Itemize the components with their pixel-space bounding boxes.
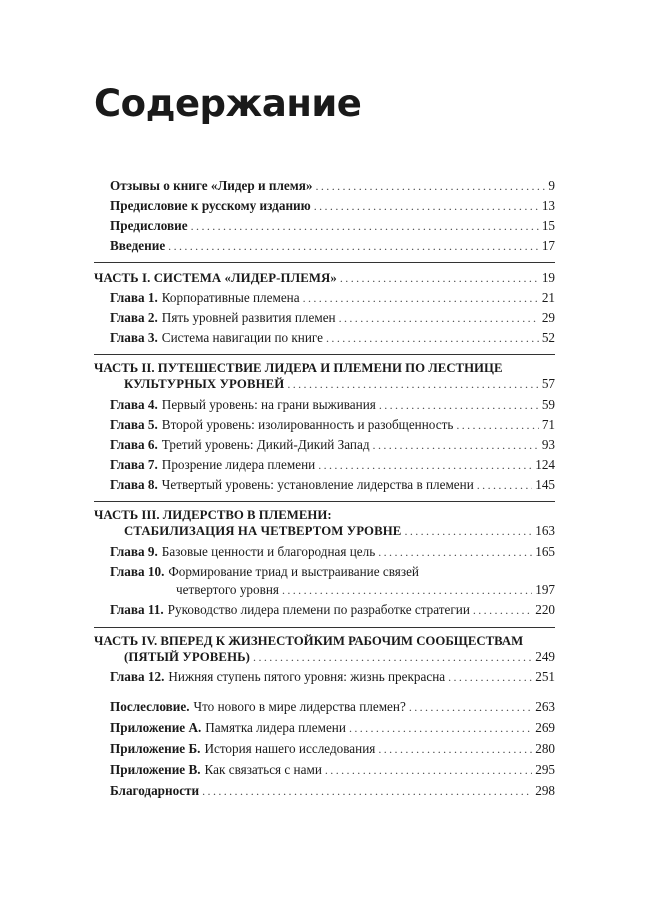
entry-text: Руководство лидера племени по разработке стратегии [167, 602, 470, 617]
entry-label: Глава 11. [110, 602, 164, 617]
page-number: 13 [541, 198, 555, 213]
leader-dots [373, 435, 539, 455]
toc-part[interactable] [124, 521, 555, 541]
entry-label: Приложение Б. [110, 741, 201, 756]
toc-entry[interactable] [110, 739, 555, 759]
toc-entry[interactable] [110, 600, 555, 620]
leader-dots [326, 328, 539, 348]
page-number: 249 [535, 649, 555, 664]
toc-entry[interactable] [110, 435, 555, 455]
leader-dots [282, 580, 532, 600]
page-number: 57 [541, 376, 555, 391]
leader-dots [378, 542, 532, 562]
entry-label: Отзывы о книге «Лидер и племя» [110, 178, 313, 193]
toc-entry-continuation[interactable] [176, 580, 555, 600]
page-number: 220 [535, 602, 555, 617]
entry-label: Благодарности [110, 783, 200, 798]
page-number: 93 [541, 437, 555, 452]
leader-dots [404, 521, 532, 541]
toc-entry[interactable] [110, 562, 419, 582]
entry-label: Приложение А. [110, 720, 202, 735]
leader-dots [473, 600, 532, 620]
leader-dots [339, 308, 539, 328]
entry-label: Приложение В. [110, 762, 201, 777]
entry-text: Пять уровней развития племен [161, 310, 336, 325]
entry-label: Предисловие [110, 218, 188, 233]
page-number: 295 [535, 762, 555, 777]
entry-text: Система навигации по книге [161, 330, 324, 345]
leader-dots [253, 647, 532, 667]
page-number: 19 [541, 270, 555, 285]
toc-entry[interactable] [110, 760, 555, 780]
toc-entry[interactable] [110, 176, 555, 196]
leader-dots [379, 395, 539, 415]
entry-label: Глава 4. [110, 397, 158, 412]
toc-entry[interactable] [110, 308, 555, 328]
page-number: 197 [535, 582, 555, 597]
leader-dots [325, 760, 532, 780]
toc-entry[interactable] [110, 415, 555, 435]
entry-label: Предисловие к русскому изданию [110, 198, 311, 213]
leader-dots [202, 781, 532, 801]
entry-text: Базовые ценности и благородная цель [161, 544, 376, 559]
entry-label: Глава 8. [110, 477, 158, 492]
page-number: 21 [541, 290, 555, 305]
entry-label: Глава 6. [110, 437, 158, 452]
toc-part[interactable] [124, 374, 555, 394]
leader-dots [378, 739, 532, 759]
part-title: ЧАСТЬ I. СИСТЕМА «ЛИДЕР-ПЛЕМЯ» [94, 271, 337, 285]
toc-entry[interactable] [110, 395, 555, 415]
page-number: 17 [541, 238, 555, 253]
leader-dots [287, 374, 538, 394]
leader-dots [168, 236, 539, 256]
toc-entry[interactable] [110, 718, 555, 738]
page-number: 251 [535, 669, 555, 684]
leader-dots [316, 176, 546, 196]
section-divider [94, 354, 555, 355]
page-number: 145 [535, 477, 555, 492]
toc-entry[interactable] [110, 667, 555, 687]
toc-entry[interactable] [110, 455, 555, 475]
entry-text: Нижняя ступень пятого уровня: жизнь прекрасна [168, 669, 446, 684]
page-number: 15 [541, 218, 555, 233]
entry-text: История нашего исследования [204, 741, 376, 756]
section-divider [94, 627, 555, 628]
page-number: 9 [548, 178, 555, 193]
page-number: 163 [535, 523, 555, 538]
page-number: 263 [535, 699, 555, 714]
toc-entry[interactable] [110, 216, 555, 236]
entry-text: Четвертый уровень: установление лидерства в племени [161, 477, 474, 492]
entry-text: Как связаться с нами [204, 762, 322, 777]
page-number: 71 [541, 417, 555, 432]
section-divider [94, 501, 555, 502]
page-number: 59 [541, 397, 555, 412]
entry-label: Глава 3. [110, 330, 158, 345]
entry-label: Введение [110, 238, 166, 253]
toc-entry[interactable] [110, 475, 555, 495]
entry-text: Прозрение лидера племени [161, 457, 316, 472]
page-number: 298 [535, 783, 555, 798]
part-title-line[interactable]: ЧАСТЬ II. ПУТЕШЕСТВИЕ ЛИДЕРА И ПЛЕМЕНИ ПО ЛЕСТНИЦЕ [94, 361, 503, 375]
entry-label: Глава 5. [110, 417, 158, 432]
leader-dots [456, 415, 538, 435]
toc-part[interactable] [94, 268, 555, 288]
part-title: СТАБИЛИЗАЦИЯ НА ЧЕТВЕРТОМ УРОВНЕ [124, 524, 402, 538]
leader-dots [314, 196, 539, 216]
page-number: 124 [535, 457, 555, 472]
entry-label: Глава 1. [110, 290, 158, 305]
leader-dots [191, 216, 539, 236]
section-divider [94, 262, 555, 263]
entry-label: Глава 12. [110, 669, 165, 684]
entry-text: Памятка лидера племени [205, 720, 346, 735]
leader-dots [409, 697, 532, 717]
part-title-line[interactable]: ЧАСТЬ IV. ВПЕРЕД К ЖИЗНЕСТОЙКИМ РАБОЧИМ СООБЩЕСТВАМ [94, 634, 524, 648]
leader-dots [340, 268, 539, 288]
page-number: 280 [535, 741, 555, 756]
leader-dots [349, 718, 532, 738]
page-number: 29 [541, 310, 555, 325]
toc-entry[interactable] [110, 542, 555, 562]
entry-label: Глава 9. [110, 544, 158, 559]
entry-label: Глава 10. [110, 564, 165, 579]
part-title: (ПЯТЫЙ УРОВЕНЬ) [124, 650, 251, 664]
entry-text: Второй уровень: изолированность и разобщенность [161, 417, 454, 432]
entry-label: Послесловие. [110, 699, 190, 714]
toc-entry[interactable] [110, 328, 555, 348]
leader-dots [318, 455, 532, 475]
entry-text: Корпоративные племена [161, 290, 300, 305]
toc-part[interactable] [124, 647, 555, 667]
part-title-line[interactable]: ЧАСТЬ III. ЛИДЕРСТВО В ПЛЕМЕНИ: [94, 508, 332, 522]
page-number: 269 [535, 720, 555, 735]
entry-text: четвертого уровня [176, 582, 279, 597]
leader-dots [303, 288, 539, 308]
toc-entry[interactable] [110, 697, 555, 717]
toc-entry[interactable] [110, 236, 555, 256]
toc-entry[interactable] [110, 196, 555, 216]
leader-dots [477, 475, 532, 495]
toc-entry[interactable] [110, 781, 555, 801]
entry-text: Что нового в мире лидерства племен? [193, 699, 406, 714]
entry-text: Первый уровень: на грани выживания [161, 397, 376, 412]
page-title: Содержание [94, 82, 362, 125]
entry-text: Формирование триад и выстраивание связей [168, 564, 419, 579]
entry-text: Третий уровень: Дикий-Дикий Запад [161, 437, 370, 452]
entry-label: Глава 7. [110, 457, 158, 472]
page-number: 52 [541, 330, 555, 345]
part-title: КУЛЬТУРНЫХ УРОВНЕЙ [124, 377, 285, 391]
entry-label: Глава 2. [110, 310, 158, 325]
leader-dots [448, 667, 532, 687]
toc-entry[interactable] [110, 288, 555, 308]
page-number: 165 [535, 544, 555, 559]
